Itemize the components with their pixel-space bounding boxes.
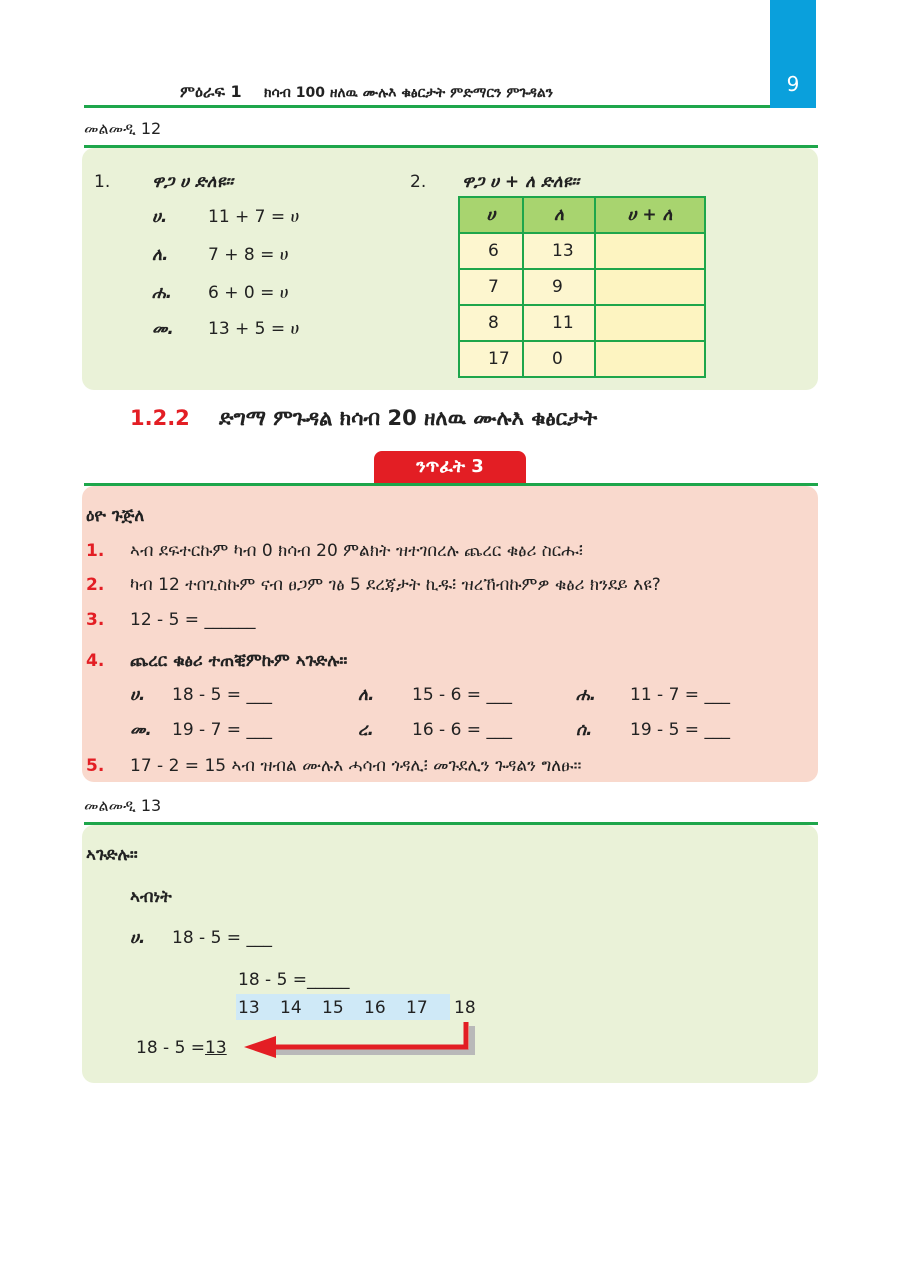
- exercise-12-label: መልመዲ 12: [84, 119, 162, 138]
- example-label: ኣብነት: [130, 887, 172, 907]
- exercise-13-instruction: ኣጉድሉ።: [86, 845, 138, 865]
- q1-instruction: ዋጋ ሀ ድለዩ።: [152, 172, 234, 192]
- q1-item-expr: 11 + 7 = ሀ: [208, 207, 300, 227]
- number-line-label: 16: [364, 998, 386, 1018]
- page-number: 9: [786, 72, 800, 96]
- activity-item-number: 2.: [86, 575, 105, 595]
- sub-expr: 18 - 5 = ___: [172, 685, 272, 705]
- line-expression: 18 - 5 =_____: [238, 970, 350, 990]
- table-row: [459, 341, 705, 377]
- exercise-13-label: መልመዲ 13: [84, 796, 162, 815]
- number-line-label: 18: [454, 998, 476, 1018]
- table-cell: 9: [523, 269, 595, 305]
- number-line-label: 17: [406, 998, 428, 1018]
- sub-letter: ሀ.: [130, 685, 146, 705]
- sub-letter: ሰ.: [576, 720, 593, 740]
- answer-cell[interactable]: [595, 269, 705, 305]
- table-cell: 17: [459, 341, 523, 377]
- section-number: 1.2.2: [130, 406, 190, 430]
- answer-expression: [136, 1038, 227, 1058]
- answer-cell[interactable]: [595, 305, 705, 341]
- answer-prefix: 18 - 5 =: [136, 1038, 206, 1058]
- activity-item-text: ኣብ ደፍተርኩም ካብ 0 ክሳብ 20 ምልክት ዝተገበረሉ ጨረር ቁፅሪ ስርሑ፧: [130, 541, 583, 561]
- example-letter: ሀ.: [130, 928, 146, 948]
- unit-label: ምዕራፍ 1: [180, 82, 242, 101]
- number-line-label: 13: [238, 998, 260, 1018]
- q1-item-letter: መ.: [152, 319, 174, 339]
- activity-item-number: 1.: [86, 541, 105, 561]
- sub-letter: ረ.: [358, 720, 374, 740]
- unit-title: ክሳብ 100 ዘለዉ ሙሉእ ቁፅርታት ምድማርን ምጉዳልን: [263, 85, 554, 101]
- header-rule: [84, 105, 770, 108]
- q2-table: [458, 196, 706, 378]
- q1-item-expr: 13 + 5 = ሀ: [208, 319, 300, 339]
- table-cell: 0: [523, 341, 595, 377]
- sub-letter: ለ.: [358, 685, 375, 705]
- table-cell: 11: [523, 305, 595, 341]
- table-cell: 13: [523, 233, 595, 269]
- example-expr: 18 - 5 = ___: [172, 928, 272, 948]
- sub-letter: መ.: [130, 720, 152, 740]
- activity-item-number: 4.: [86, 651, 105, 671]
- table-cell: 8: [459, 305, 523, 341]
- q1-number: 1.: [94, 172, 111, 192]
- table-row: [459, 233, 705, 269]
- q1-item-letter: ሀ.: [152, 207, 168, 227]
- table-header-cell: ሀ + ለ: [595, 197, 705, 233]
- answer-value: 13: [205, 1038, 227, 1058]
- activity-badge: ንጥፈት 3: [374, 451, 526, 483]
- table-cell: 7: [459, 269, 523, 305]
- sub-expr: 16 - 6 = ___: [412, 720, 512, 740]
- q1-item-expr: 7 + 8 = ሀ: [208, 245, 289, 265]
- table-header-cell: ሀ: [459, 197, 523, 233]
- sub-expr: 19 - 7 = ___: [172, 720, 272, 740]
- activity-item-text: ጨረር ቁፅሪ ተጠቒምኩም ኣጉድሉ።: [130, 651, 348, 671]
- q2-instruction: ዋጋ ሀ + ለ ድለዩ።: [462, 172, 580, 192]
- q1-item-letter: ሐ.: [152, 283, 173, 303]
- number-line-label: 15: [322, 998, 344, 1018]
- activity-item-number: 5.: [86, 756, 105, 776]
- activity-item-text: 17 - 2 = 15 ኣብ ዝብል ሙሉእ ሓሳብ ጎዳሊ፧ መጉደሊን ጉዳልን ግለፁ።: [130, 756, 582, 776]
- answer-cell[interactable]: [595, 233, 705, 269]
- section-title: [130, 406, 597, 431]
- activity-heading: ዕዮ ጉጅለ: [86, 506, 145, 526]
- sub-letter: ሐ.: [576, 685, 597, 705]
- q2-number: 2.: [410, 172, 427, 192]
- table-header-cell: ለ: [523, 197, 595, 233]
- table-row: [459, 269, 705, 305]
- activity-item-text: ካብ 12 ተበጊስኩም ናብ ፀጋም ገፅ 5 ደረጃታት ኪዱ፧ ዝረኸብኩምዎ ቁፅሪ ክንደይ እዩ?: [130, 575, 661, 595]
- answer-cell[interactable]: [595, 341, 705, 377]
- back-arrow-icon: [240, 1020, 480, 1065]
- table-cell: 6: [459, 233, 523, 269]
- q1-item-expr: 6 + 0 = ሀ: [208, 283, 289, 303]
- activity-item-number: 3.: [86, 610, 105, 630]
- section-title-text: ድግማ ምጉዳል ክሳብ 20 ዘለዉ ሙሉእ ቁፅርታት: [219, 406, 598, 430]
- sub-expr: 11 - 7 = ___: [630, 685, 730, 705]
- number-line-label: 14: [280, 998, 302, 1018]
- table-row: [459, 305, 705, 341]
- chapter-header: [180, 82, 740, 102]
- sub-expr: 15 - 6 = ___: [412, 685, 512, 705]
- activity-item-text: 12 - 5 = ______: [130, 610, 256, 630]
- q1-item-letter: ለ.: [152, 245, 169, 265]
- sub-expr: 19 - 5 = ___: [630, 720, 730, 740]
